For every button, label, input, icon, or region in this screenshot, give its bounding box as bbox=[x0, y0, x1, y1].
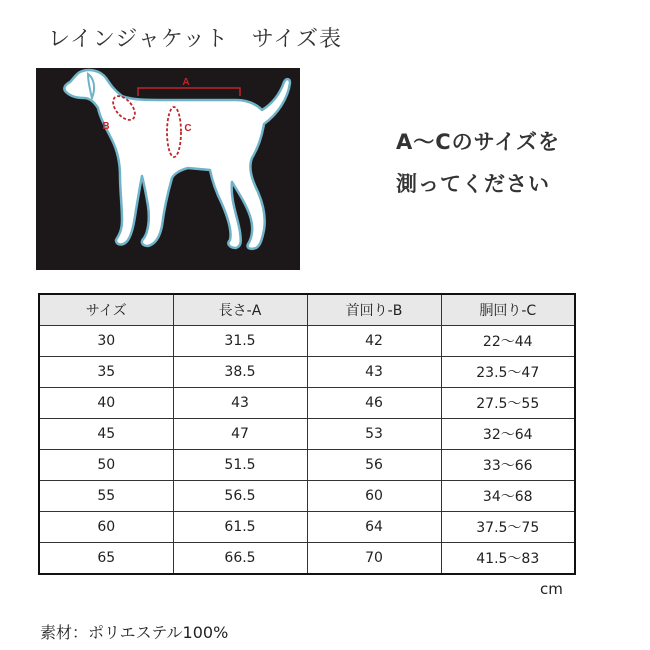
table-row bbox=[39, 450, 575, 481]
column-header: 長さ-A bbox=[173, 294, 307, 326]
table-cell: 31.5 bbox=[173, 326, 307, 357]
dog-illustration bbox=[36, 68, 300, 270]
column-header: 首回り-B bbox=[307, 294, 441, 326]
column-header: サイズ bbox=[39, 294, 173, 326]
table-row bbox=[39, 357, 575, 388]
table-cell: 22～44 bbox=[441, 326, 575, 357]
table-cell: 55 bbox=[39, 481, 173, 512]
table-cell: 40 bbox=[39, 388, 173, 419]
table-cell: 27.5～55 bbox=[441, 388, 575, 419]
table-cell: 32～64 bbox=[441, 419, 575, 450]
table-cell: 65 bbox=[39, 543, 173, 575]
instruction-line-2: 測ってください bbox=[396, 172, 550, 196]
table-cell: 53 bbox=[307, 419, 441, 450]
page-title: レインジャケット サイズ表 bbox=[48, 27, 343, 52]
table-cell: 42 bbox=[307, 326, 441, 357]
table-cell: 38.5 bbox=[173, 357, 307, 388]
table-cell: 41.5～83 bbox=[441, 543, 575, 575]
table-cell: 33～66 bbox=[441, 450, 575, 481]
material-note: 素材：ポリエステル100% bbox=[40, 623, 229, 642]
table-cell: 64 bbox=[307, 512, 441, 543]
table-cell: 43 bbox=[173, 388, 307, 419]
table-cell: 45 bbox=[39, 419, 173, 450]
table-cell: 23.5～47 bbox=[441, 357, 575, 388]
table-cell: 56 bbox=[307, 450, 441, 481]
table-cell: 37.5～75 bbox=[441, 512, 575, 543]
dog-measurement-diagram bbox=[36, 68, 300, 270]
table-cell: 30 bbox=[39, 326, 173, 357]
table-row bbox=[39, 326, 575, 357]
measure-b-label: B bbox=[102, 121, 110, 132]
table-row bbox=[39, 388, 575, 419]
table-cell: 50 bbox=[39, 450, 173, 481]
table-cell: 56.5 bbox=[173, 481, 307, 512]
table-cell: 60 bbox=[39, 512, 173, 543]
unit-label: cm bbox=[540, 580, 563, 598]
table-cell: 46 bbox=[307, 388, 441, 419]
table-cell: 35 bbox=[39, 357, 173, 388]
table-cell: 66.5 bbox=[173, 543, 307, 575]
table-cell: 34～68 bbox=[441, 481, 575, 512]
table-row bbox=[39, 481, 575, 512]
measure-c-label: C bbox=[184, 123, 192, 134]
table-row bbox=[39, 419, 575, 450]
measure-a-label: A bbox=[182, 77, 190, 88]
table-cell: 61.5 bbox=[173, 512, 307, 543]
dog-silhouette bbox=[64, 70, 290, 249]
table-row bbox=[39, 543, 575, 575]
table-cell: 51.5 bbox=[173, 450, 307, 481]
table-cell: 70 bbox=[307, 543, 441, 575]
table-row bbox=[39, 512, 575, 543]
column-header: 胴回り-C bbox=[441, 294, 575, 326]
measure-a-bracket bbox=[138, 88, 240, 96]
table-cell: 60 bbox=[307, 481, 441, 512]
instruction-line-1: A～Cのサイズを bbox=[396, 130, 560, 154]
table-cell: 43 bbox=[307, 357, 441, 388]
table-header-row bbox=[39, 294, 575, 326]
size-table bbox=[38, 293, 576, 575]
table-cell: 47 bbox=[173, 419, 307, 450]
